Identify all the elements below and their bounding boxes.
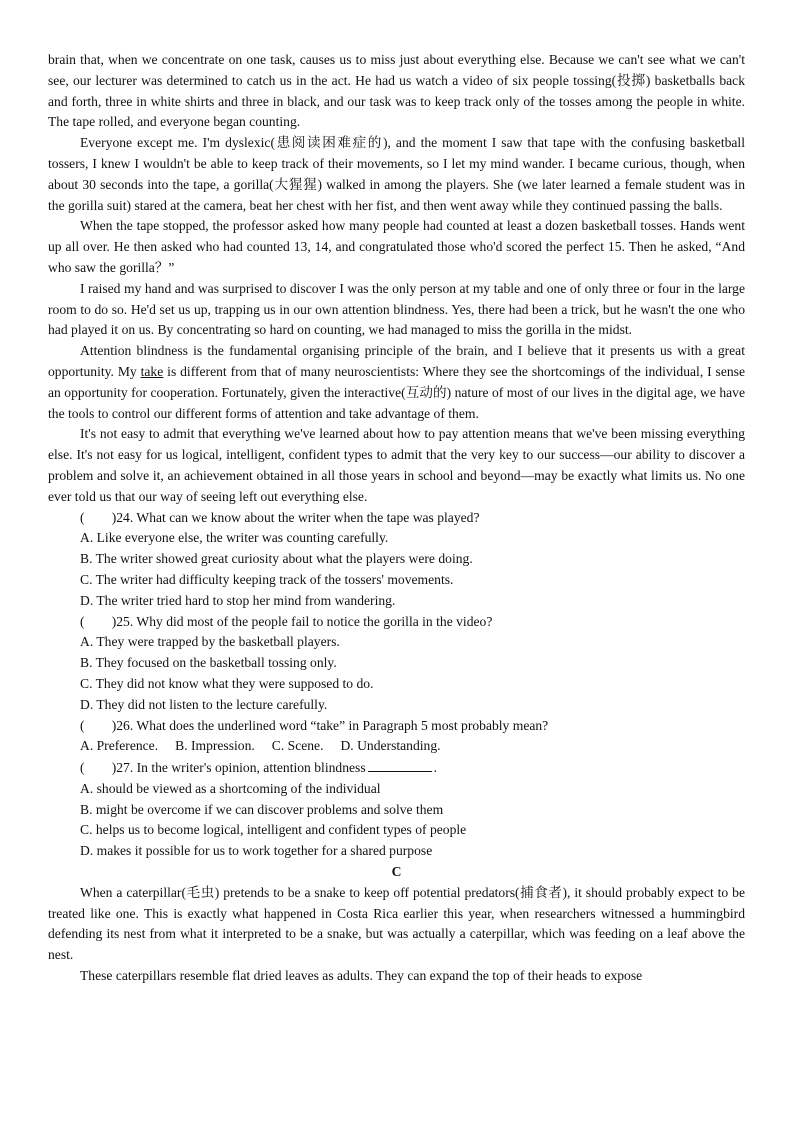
paragraph-b5 — [48, 341, 745, 424]
paragraph-b4: I raised my hand and was surprised to discover I was the only person at my table and one of only three or four in the large room to do so. He'd set us up, trapping us in our own attention blindness. Yes, there had been a trick, but he wasn't the one who had played it on us. By concentrating so hard on counting, we had managed to miss the gorilla in the midst. — [48, 280, 745, 338]
paragraph-b6: It's not easy to admit that everything we've learned about how to pay attention means that we've been missing everything else. It's not easy for us logical, intelligent, confident types to admit that the very key to our success—our ability to discover a problem and solve it, an achievement obtained in all those years in school and beyond—may be exactly what limits us. No one ever told us that our way of seeing left out everything else. — [48, 426, 745, 504]
question-27-option-a: A. should be viewed as a shortcoming of the individual — [80, 780, 381, 796]
question-27-stem-end: . — [433, 760, 438, 776]
question-27-stem — [48, 757, 745, 779]
document-page — [48, 50, 745, 987]
underlined-word-take: take — [140, 363, 164, 379]
question-24-option-b: B. The writer showed great curiosity about what the players were doing. — [80, 551, 473, 567]
question-27-stem-text: ( )27. In the writer's opinion, attention blindness — [80, 760, 366, 776]
question-24-option-c: C. The writer had difficulty keeping track of the tossers' movements. — [80, 571, 454, 587]
question-27-option-d: D. makes it possible for us to work together for a shared purpose — [80, 843, 433, 859]
paragraph-b3: When the tape stopped, the professor asked how many people had counted at least a dozen basketball tosses. Hands went up all over. He then asked who had counted 13, 14, and congratulated those who'd scored the perfect 15. Then he asked, “And who saw the gorilla？” — [48, 218, 745, 275]
paragraph-c2: These caterpillars resemble flat dried leaves as adults. They can expand the top of their heads to expose — [80, 968, 643, 984]
question-27-option-b: B. might be overcome if we can discover problems and solve them — [80, 801, 444, 817]
question-24-option-d: D. The writer tried hard to stop her mind from wandering. — [80, 592, 396, 608]
paragraph-b2: Everyone except me. I'm dyslexic(患阅读困难症的), and the moment I saw that tape with the confusing basketball tossers, I knew I wouldn't be able to keep track of their movements, so I let my mind wander. I became curious, though, when about 30 seconds into the tape, a gorilla(大猩猩) walked in among the players. She (we later learned a female student was in the gorilla suit) stared at the camera, beat her chest with her fist, and then went away while they continued passing the balls. — [48, 135, 745, 213]
question-27-option-c: C. helps us to become logical, intelligent and confident types of people — [80, 822, 467, 838]
question-25-stem: ( )25. Why did most of the people fail to notice the gorilla in the video? — [80, 613, 493, 629]
question-24-option-a: A. Like everyone else, the writer was counting carefully. — [80, 530, 389, 546]
question-25-option-a: A. They were trapped by the basketball players. — [80, 634, 340, 650]
paragraph-b1: brain that, when we concentrate on one task, causes us to miss just about everything else. Because we can't see what we can't see, our lecturer was determined to catch us in the act. He had us watch a video of six people tossing(投掷) basketballs back and forth, three in white shirts and three in black, and our task was to keep track only of the tosses among the people in white. The tape rolled, and everyone began counting. — [48, 52, 745, 130]
answer-blank — [368, 757, 432, 772]
question-26-options: A. Preference. B. Impression. C. Scene. D. Understanding. — [80, 738, 441, 754]
question-25-option-b: B. They focused on the basketball tossing only. — [80, 655, 337, 671]
question-25-option-c: C. They did not know what they were supposed to do. — [80, 675, 374, 691]
paragraph-b5-start: Attention blindness is the fundamental organising principle of the brain, and I believe that it presents us with a great opportunity. My — [48, 343, 745, 379]
paragraph-c1: When a caterpillar(毛虫) pretends to be a snake to keep off potential predators(捕食者), it should probably expect to be treated like one. This is exactly what happened in Costa Rica earlier this year, when researchers witnessed a hummingbird defending its nest from what it interpreted to be a snake, but was actually a caterpillar, which was feeding on a leaf above the nest. — [48, 884, 745, 963]
question-24-stem: ( )24. What can we know about the writer when the tape was played? — [80, 509, 480, 525]
section-heading-c: C — [391, 864, 402, 880]
paragraph-b5-end: is different from that of many neuroscientists: Where they see the shortcomings of the individual, I sense an opportunity for cooperation. Fortunately, given the interactive(互动的) nature of most of our lives in the digital age, we have the tools to control our different forms of attention and take advantage of them. — [48, 363, 745, 421]
question-26-stem: ( )26. What does the underlined word “take” in Paragraph 5 most probably mean? — [80, 717, 549, 733]
question-25-option-d: D. They did not listen to the lecture carefully. — [80, 696, 328, 712]
